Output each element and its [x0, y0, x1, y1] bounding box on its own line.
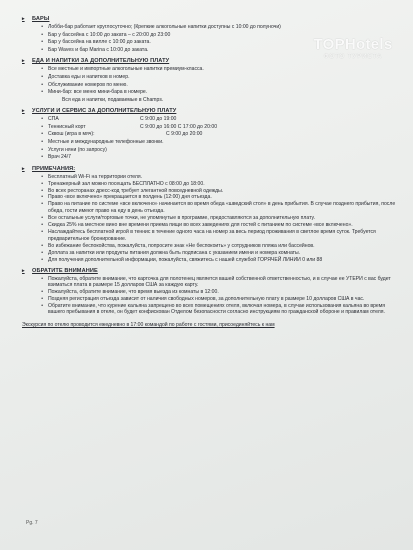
service-row: • Сквош (игра в мяч): С 9:00 до 20:00 — [22, 131, 400, 139]
list-item: • Во всех ресторанах дресс-код требует элегантной повседневной одежды. — [22, 188, 400, 195]
bullet-icon: • — [41, 154, 43, 161]
attention-title — [22, 268, 400, 274]
bullet-icon: • — [41, 302, 43, 309]
list-item: • Право «все включено» прекращается в полдень (12:00) дня отъезда. — [22, 194, 400, 201]
list-item: • Скидка 25% на местное вино вне времени приема пищи во всех заведениях для гостей с питанием по системе «все включено». — [22, 222, 400, 229]
attention-list — [22, 276, 400, 317]
service-row: • Теннисный корт С 9:00 до 16:00 С 17:00 до 20:00 — [22, 124, 400, 132]
food-title-text: ЕДА И НАПИТКИ ЗА ДОПОЛНИТЕЛЬНУЮ ПЛАТУ — [32, 58, 170, 65]
list-item: • Доставка еды и напитков в номер. — [22, 74, 400, 82]
list-item: • Пожалуйста, обратите внимание, что карточка для полотенец является вашей собственной ответственностью, и в случае ее УТЕРИ с вас будет взиматься плата в размере 15 долларов США за каждую карту. — [22, 276, 400, 290]
list-item: • Для получения дополнительной информации, пожалуйста, свяжитесь с нашей службой ГОРЯЧЕЙ ЛИНИИ 0 или 88 — [22, 257, 400, 264]
list-item: • Тренажерный зал можно посещать БЕСПЛАТНО с 08:00 до 18:00. — [22, 181, 400, 188]
document-body — [22, 14, 400, 329]
list-item: • Поздняя регистрация отъезда зависит от наличия свободных номеров, за дополнительную плату в размере 10 долларов США в час. — [22, 296, 400, 303]
section-marker-icon: ▸ — [22, 267, 25, 274]
section-marker-icon: ▸ — [22, 165, 25, 172]
bullet-icon: • — [41, 295, 43, 302]
bullet-icon: • — [41, 123, 43, 130]
services-section — [22, 108, 400, 162]
services-list — [22, 116, 400, 162]
list-item: • Местные и международные телефонные звонки. — [22, 139, 400, 147]
bullet-icon: • — [41, 242, 43, 249]
list-item: • Бар Waves и бар Marina с 10:00 до заката. — [22, 47, 400, 55]
food-list — [22, 66, 400, 96]
section-marker-icon: ▸ — [22, 58, 25, 65]
services-title-text: УСЛУГИ И СЕРВИС ЗА ДОПОЛНИТЕЛЬНУЮ ПЛАТУ — [32, 108, 177, 115]
bullet-icon: • — [41, 46, 43, 53]
bullet-icon: • — [41, 249, 43, 256]
service-row: • СПА С 9:00 до 19:00 — [22, 116, 400, 124]
list-item: • Наслаждайтесь бесплатной игрой в теннис в течение одного часа на номер за весь период проживания в светлое время суток. Требуется предварительное бронирование. — [22, 229, 400, 243]
bullet-icon: • — [41, 275, 43, 282]
notes-title-text: ПРИМЕЧАНИЯ: — [32, 165, 76, 172]
services-title — [22, 108, 400, 114]
list-item: • Все остальные услуги/торговые точки, не упомянутые в программе, предоставляются за дополнительную плату. — [22, 215, 400, 222]
list-item: • Мини-бар: все меню мини-бара в номере. — [22, 89, 400, 97]
list-item: • Бар у бассейна с 10:00 до заката – с 20:00 до 23:00 — [22, 32, 400, 40]
bullet-icon: • — [41, 39, 43, 46]
bullet-icon: • — [41, 81, 43, 88]
notes-list — [22, 174, 400, 264]
bullet-icon: • — [41, 215, 43, 222]
list-item: • Доплата за напитки или продукты питания должна быть подписана с указанием имени и номера комнаты. — [22, 250, 400, 257]
bars-title — [22, 16, 400, 22]
bullet-icon: • — [41, 66, 43, 73]
bullet-icon: • — [41, 194, 43, 201]
bullet-icon: • — [41, 89, 43, 96]
notes-title — [22, 166, 400, 172]
bullet-icon: • — [41, 201, 43, 208]
attention-title-text: ОБРАТИТЕ ВНИМАНИЕ — [32, 267, 98, 274]
bullet-icon: • — [41, 256, 43, 263]
bars-list — [22, 24, 400, 54]
bullet-icon: • — [41, 173, 43, 180]
list-item: • Право на питание по системе «все включено» начинается во время обеда «шведский стол» в день прибытия. В случае позднего прибытия, после обеда, гости имеют право на еду в день отъезда. — [22, 201, 400, 215]
bullet-icon: • — [41, 138, 43, 145]
bullet-icon: • — [41, 180, 43, 187]
notes-section — [22, 166, 400, 264]
list-item: • Услуги няни (по запросу) — [22, 147, 400, 155]
section-marker-icon: ▸ — [22, 16, 25, 22]
bullet-icon: • — [41, 146, 43, 153]
list-item: • Врач 24/7 — [22, 154, 400, 162]
list-item: • Обслуживание номеров по меню. — [22, 82, 400, 90]
page-number: Pg. 7 — [26, 520, 38, 526]
bullet-icon: • — [41, 131, 43, 138]
list-item: • Все местные и импортные алкогольные напитки премиум-класса. — [22, 66, 400, 74]
food-section — [22, 58, 400, 104]
food-title — [22, 58, 400, 64]
list-item: • Во избежание беспокойства, пожалуйста, попросите знак «Не беспокоить» у сотрудников пляжа или бассейнов. — [22, 243, 400, 250]
bars-title-text: БАРЫ — [32, 16, 50, 22]
watermark-brand: TOPHotels — [313, 36, 393, 53]
list-item: • Пожалуйста, обратите внимание, что время выезда из комнаты в 12:00. — [22, 289, 400, 296]
watermark-tagline: ФОТО ТУРИСТА — [323, 54, 383, 60]
bullet-icon: • — [41, 31, 43, 38]
section-marker-icon: ▸ — [22, 108, 25, 115]
food-subnote: Вся еда и напитки, подаваемые в Champs. — [62, 96, 164, 103]
bars-section — [22, 16, 400, 54]
hotel-tour-note: Экскурсия по отелю проводится ежедневно в 17:00 командой по работе с гостями, присоединяйтесь к нам — [22, 322, 275, 329]
list-item: • Обратите внимание, что курение кальяна запрещено во всех помещениях отеля, включая номера, в случае использования кальяна во время вашего пребывания в отеле, он будет конфискован Отделом безопасности согласно инструкциям по гражданской обороне и правилам отеля. — [22, 303, 400, 317]
bullet-icon: • — [41, 73, 43, 80]
bullet-icon: • — [41, 187, 43, 194]
list-item: • Бесплатный Wi-Fi на территории отеля. — [22, 174, 400, 181]
bullet-icon: • — [41, 116, 43, 123]
bullet-icon: • — [41, 289, 43, 296]
attention-section — [22, 268, 400, 317]
bullet-icon: • — [41, 24, 43, 30]
list-item: • Лобби-бар работает круглосуточно; (Крепкие алкогольные напитки доступны с 10:00 до полуночи) — [22, 24, 400, 32]
bullet-icon: • — [41, 222, 43, 229]
list-item: • Бар у бассейна на вилле с 10:00 до заката. — [22, 39, 400, 47]
bullet-icon: • — [41, 228, 43, 235]
